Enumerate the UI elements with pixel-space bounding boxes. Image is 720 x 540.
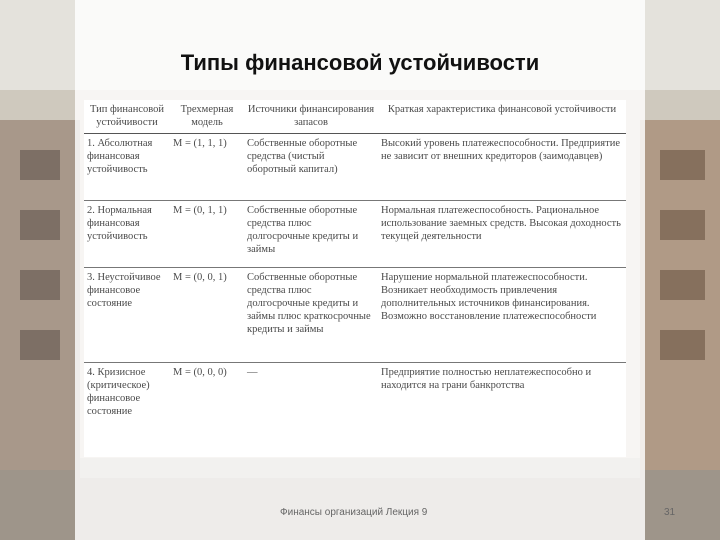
table-row: [84, 363, 626, 428]
table-row: [84, 134, 626, 201]
page-number: 31: [664, 507, 676, 518]
table-header-row: [84, 100, 626, 134]
cell-description: Нормальная платежеспособность. Рациональное использование заемных средств. Высокая доходность текущей деятельности: [378, 201, 626, 268]
table-container: [84, 100, 626, 457]
cell-model: М = (0, 1, 1): [170, 201, 244, 268]
cell-sources: Собственные оборотные средства плюс долгосрочные кредиты и займы: [244, 201, 378, 268]
cell-model: М = (0, 0, 1): [170, 268, 244, 363]
cell-model: М = (0, 0, 0): [173, 367, 227, 378]
header-description: Краткая характеристика финансовой устойчивости: [378, 100, 626, 134]
cell-description: Высокий уровень платежеспособности. Предприятие не зависит от внешних кредиторов (заимодавцев): [378, 134, 626, 201]
cell-description: Предприятие полностью неплатежеспособно и находится на грани банкротства: [381, 367, 592, 391]
slide-title: Типы финансовой устойчивости: [180, 50, 540, 75]
table-row: [84, 268, 626, 363]
header-type: Тип финансовой устойчивости: [84, 100, 170, 134]
cell-sources: Собственные оборотные средства плюс долгосрочные кредиты и займы плюс краткосрочные кредиты и займы: [244, 268, 378, 363]
table-row: [84, 201, 626, 268]
header-sources: Источники финансирования запасов: [244, 100, 378, 134]
cell-description: Нарушение нормальной платежеспособности. Возникает необходимость привлечения дополнительных источников финансирования. Возможно восстановление платежеспособности: [378, 268, 626, 363]
cell-sources: —: [247, 367, 258, 378]
cell-model: М = (1, 1, 1): [170, 134, 244, 201]
cell-type: 3. Неустойчивое финансовое состояние: [84, 268, 170, 363]
cell-type: 1. Абсолютная финансовая устойчивость: [84, 134, 170, 201]
cell-sources: Собственные оборотные средства (чистый оборотный капитал): [244, 134, 378, 201]
header-model: Трехмерная модель: [170, 100, 244, 134]
stability-types-table: [84, 100, 626, 427]
slide-footer: Финансы организаций Лекция 9: [280, 507, 428, 518]
cell-type: 2. Нормальная финансовая устойчивость: [84, 201, 170, 268]
cell-type: 4. Кризисное (критическое) финансовое состояние: [87, 367, 150, 417]
